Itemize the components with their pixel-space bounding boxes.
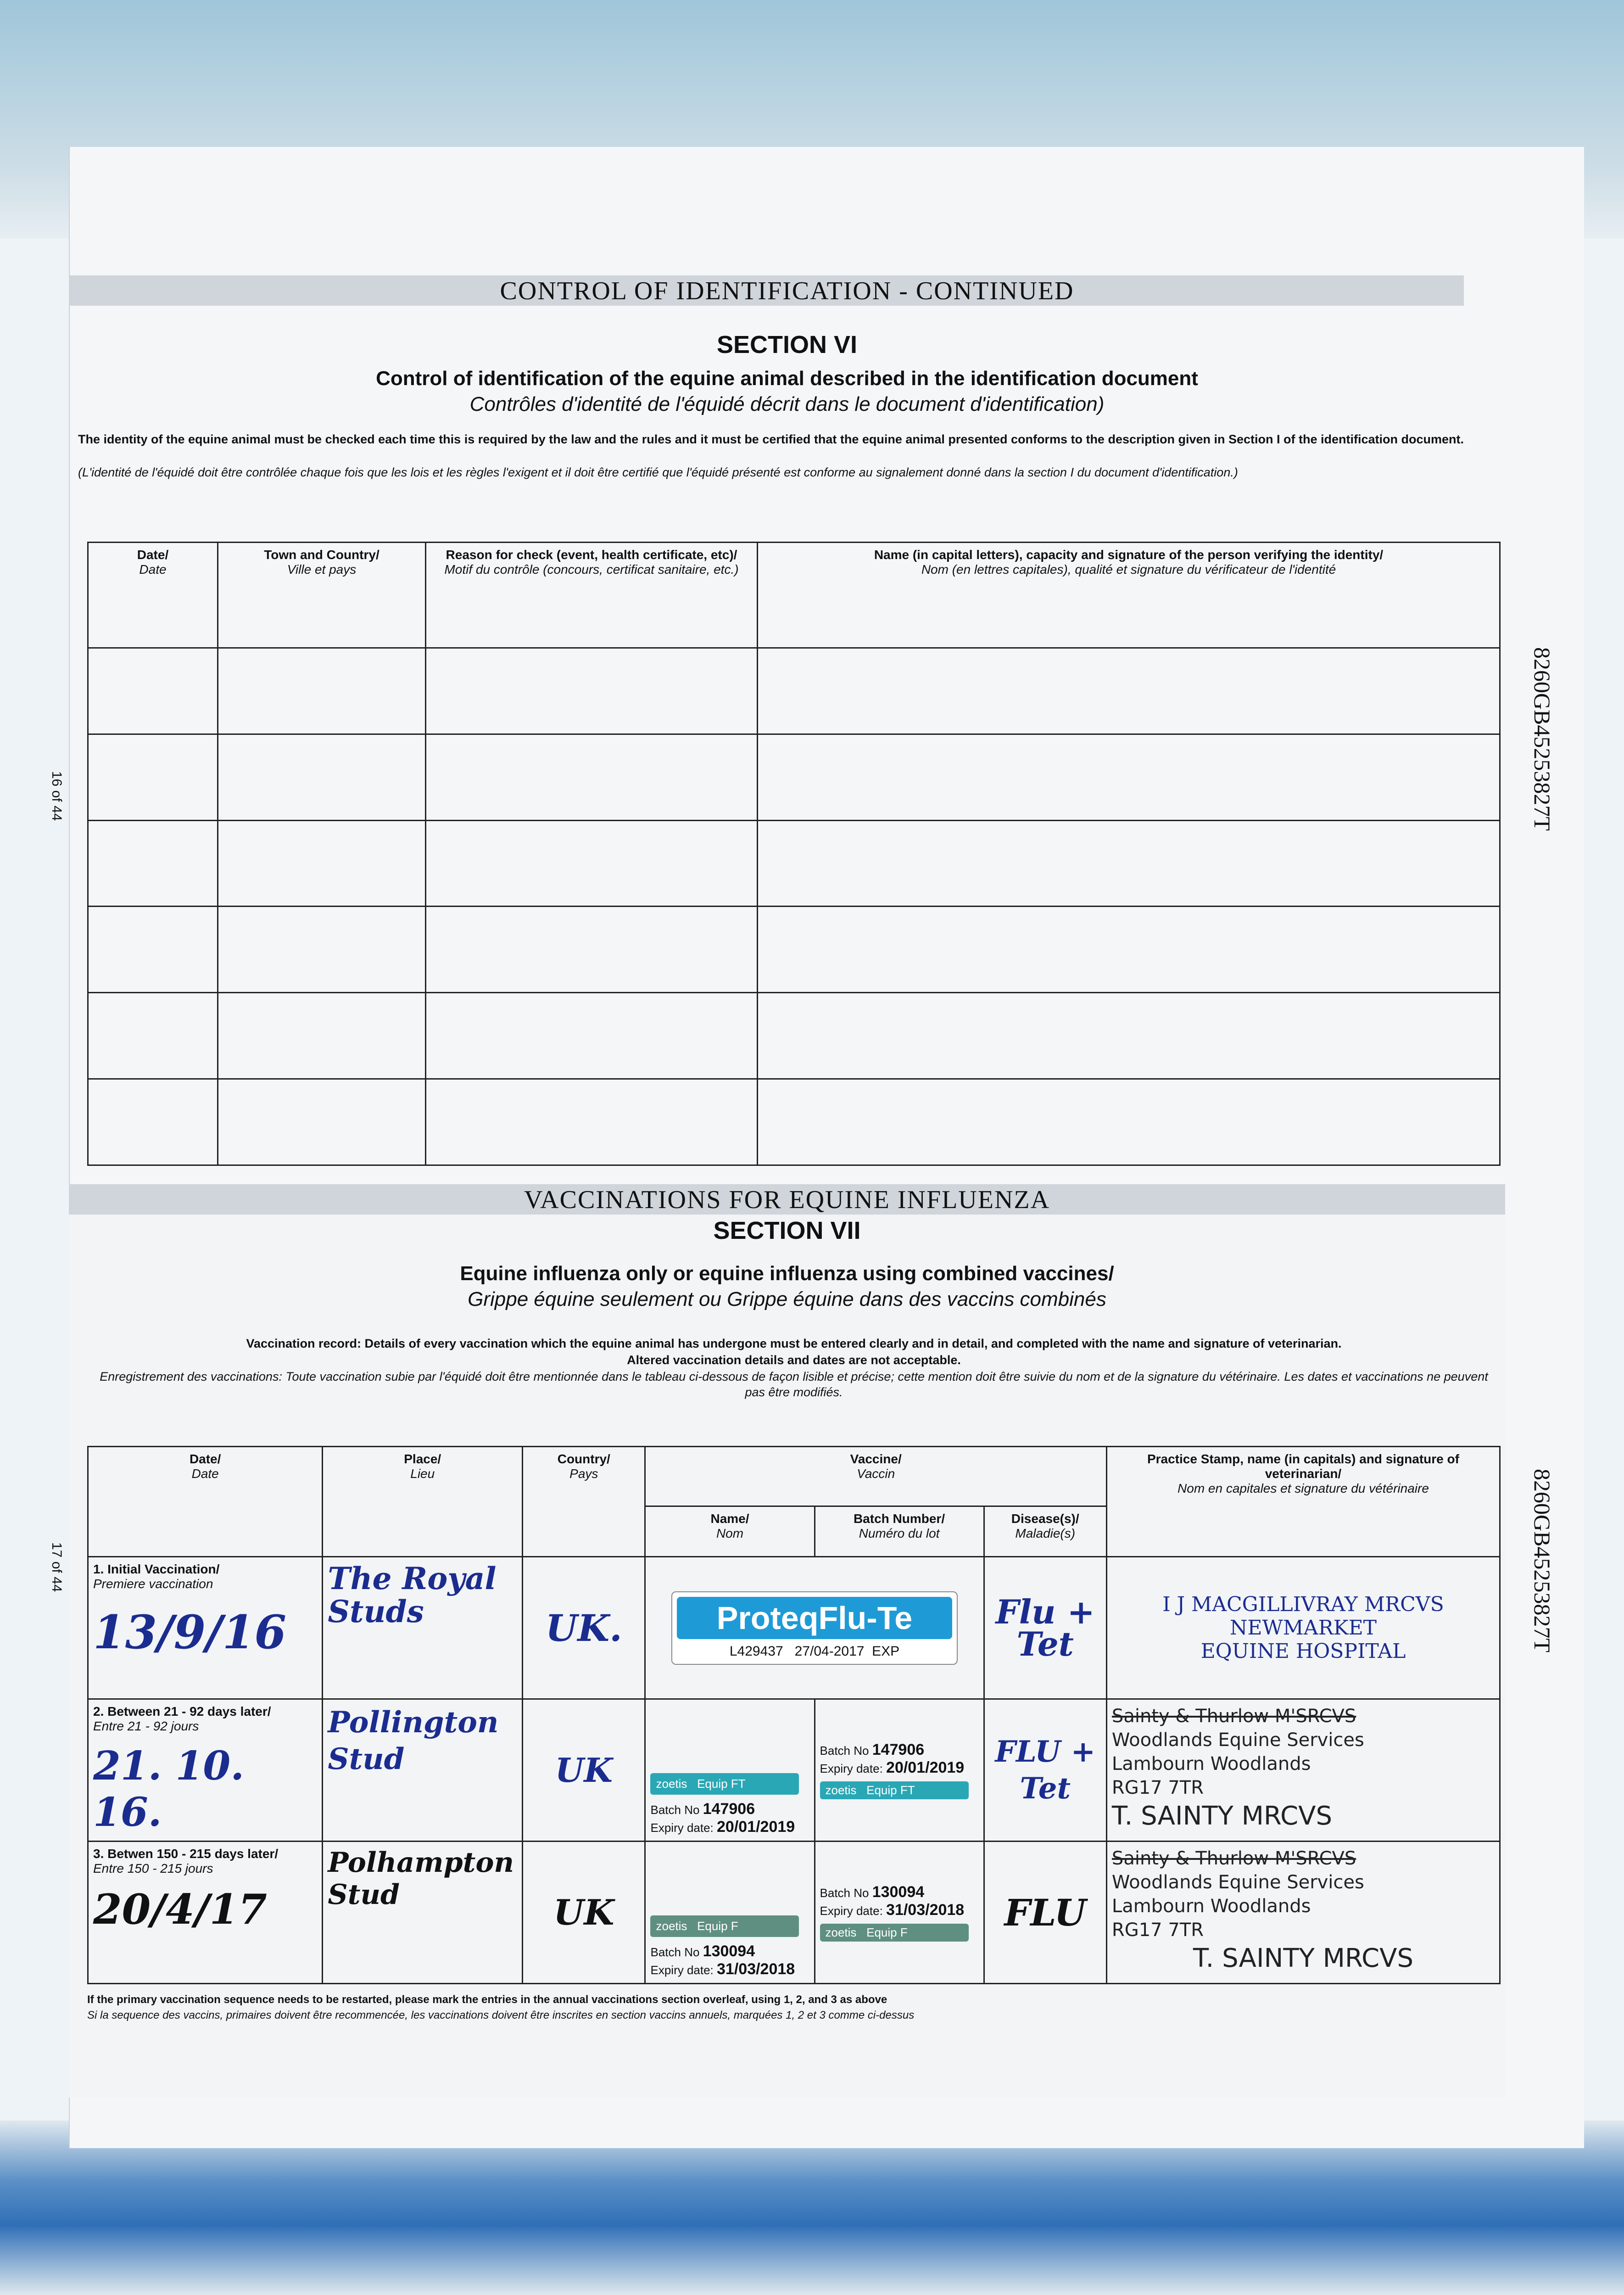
banner-title: CONTROL OF IDENTIFICATION - CONTINUED — [500, 277, 1074, 305]
stamp-line: Sainty & Thurlow M'SRCVS — [1111, 1706, 1356, 1727]
stamp-line: RG17 7TR — [1111, 1777, 1204, 1798]
footer-fr: Si la sequence des vaccins, primaires doivent être recommencée, les vaccinations doivent être inscrites en section vaccins annuels, marquées 1, 2 et 3 comme ci-dessus — [87, 2009, 915, 2021]
lot-number: L429437 — [729, 1643, 783, 1659]
col-town: Town and Country/ Ville et pays — [218, 543, 426, 648]
place-handwritten: The Royal Studs — [323, 1557, 523, 1699]
stamp-line: Woodlands Equine Services — [1111, 1872, 1364, 1893]
note-en: The identity of the equine animal must be checked each time this is required by the law and the rules and it must be certified that the equine animal presented conforms to the description given in Section I of the identification document. — [78, 432, 1464, 446]
vaccination-table — [87, 1446, 1501, 1984]
note-en: Vaccination record: Details of every vaccination which the equine animal has undergone must be entered clearly and in detail, and completed with the name and signature of veterinarian. — [246, 1337, 1342, 1350]
col-verifier: Name (in capital letters), capacity and signature of the person verifying the identity/ Nom (en lettres capitales), qualité et signature du vérificateur de l'identité — [758, 543, 1500, 648]
col-vaccine: Vaccine/ Vaccin — [645, 1447, 1106, 1506]
place-handwritten: Pollington Stud — [323, 1699, 523, 1842]
table-row: 2. Between 21 - 92 days later/ Entre 21 - 92 jours 21. 10. 16. Pollington Stud UK zoetis Equip FT Batch No 147906 Expiry date: 20/01/2019 Batch No 147906 Expiry date: 20/01/2019 zoetis Equip FT FLU + Tet Sainty & Thurlow M'SRCVS Woodlands Equine Services Lambourn Woodlands RG17 7TR T. SAINTY MRCVS — [88, 1699, 1500, 1842]
col-date: Date/ Date — [88, 543, 218, 648]
page-number-17: 17 of 44 — [49, 1542, 64, 1592]
disease-handwritten: Flu + Tet — [984, 1557, 1106, 1699]
stamp-line: EQUINE HOSPITAL — [1200, 1640, 1406, 1663]
stamp-line: I J MACGILLIVRAY MRCVS — [1162, 1593, 1444, 1616]
col-place: Place/ Lieu — [323, 1447, 523, 1557]
stamp-line: Lambourn Woodlands — [1111, 1896, 1311, 1917]
country-handwritten: UK — [523, 1842, 645, 1984]
title-en: Equine influenza only or equine influenza using combined vaccines/ — [460, 1262, 1114, 1285]
country-handwritten: UK — [523, 1699, 645, 1842]
stamp-line: Woodlands Equine Services — [1111, 1730, 1364, 1751]
batch-number: 147906 — [872, 1741, 925, 1758]
col-disease: Disease(s)/ Maladie(s) — [984, 1506, 1106, 1557]
batch-number: 130094 — [872, 1883, 925, 1901]
stamp-line: NEWMARKET — [1229, 1616, 1377, 1640]
table-row — [88, 648, 1500, 734]
note-fr: Enregistrement des vaccinations: Toute vaccination subie par l'équidé doit être mentionnée dans le tableau ci-dessous de façon lisible et précise; cette mention doit être suivie du nom et de la signature du vétérinaire. Les dates et vaccinations ne peuvent pas être modifiés. — [100, 1370, 1488, 1399]
country-handwritten: UK. — [523, 1557, 645, 1699]
side-code-17: 8260GB45253827T — [1529, 1469, 1555, 1652]
col-date: Date/ Date — [88, 1447, 323, 1557]
vaccine-label — [671, 1591, 958, 1665]
table-row: 1. Initial Vaccination/ Premiere vaccination 13/9/16 The Royal Studs UK. ProteqFlu-Te L429437 27/04-2017 EXP Flu + Tet I J MACGILLIVRAY MRCVS NEWMARKET EQUINE HOSPITAL — [88, 1557, 1500, 1699]
disease-handwritten: FLU — [984, 1842, 1106, 1984]
note-fr: (L'identité de l'équidé doit être contrôlée chaque fois que les lois et les règles l'exigent et il doit être certifié que l'équidé présenté est conforme au signalement donné dans la section I du document d'identification.) — [78, 465, 1238, 479]
table-row — [88, 820, 1500, 907]
title-fr: Contrôles d'identité de l'équidé décrit dans le document d'identification) — [469, 393, 1105, 415]
table-row — [88, 907, 1500, 993]
vaccine-label: zoetis Equip FT — [650, 1773, 799, 1795]
stamp-line: RG17 7TR — [1111, 1920, 1204, 1941]
col-country: Country/ Pays — [523, 1447, 645, 1557]
side-code-16: 8260GB45253827T — [1529, 647, 1555, 831]
footer-en: If the primary vaccination sequence needs to be restarted, please mark the entries in the annual vaccinations section overleaf, using 1, 2, and 3 as above — [87, 1993, 887, 2006]
page-17 — [69, 1184, 1505, 2098]
title-en: Control of identification of the equine animal described in the identification document — [376, 367, 1198, 390]
vaccine-brand: ProteqFlu-Te — [677, 1597, 952, 1639]
note-en-2: Altered vaccination details and dates are not acceptable. — [627, 1353, 961, 1367]
vaccine-label: zoetis Equip F — [650, 1915, 799, 1937]
vet-name: T. SAINTY MRCVS — [1111, 1801, 1332, 1831]
table-row — [88, 993, 1500, 1079]
expiry-date: 31/03/2018 — [886, 1901, 965, 1919]
stamp-line: Lambourn Woodlands — [1111, 1753, 1311, 1774]
banner-title: VACCINATIONS FOR EQUINE INFLUENZA — [524, 1186, 1050, 1214]
section-title: SECTION VII — [713, 1217, 861, 1244]
identity-check-table — [87, 542, 1501, 1166]
col-batch: Batch Number/ Numéro du lot — [815, 1506, 984, 1557]
date-handwritten: 13/9/16 — [93, 1605, 286, 1659]
table-row: 3. Betwen 150 - 215 days later/ Entre 150 - 215 jours 20/4/17 Polhampton Stud UK zoetis Equip F Batch No 130094 Expiry date: 31/03/2018 Batch No 130094 Expiry date: 31/03/2018 zoetis Equip F FLU Sainty & Thurlow M'SRCVS Woodlands Equine Services Lambourn Woodlands RG17 7TR T. SAINTY MRCVS — [88, 1842, 1500, 1984]
lot-expiry: 27/04-2017 — [794, 1643, 865, 1659]
col-practice: Practice Stamp, name (in capitals) and signature of veterinarian/ Nom en capitales et signature du vétérinaire — [1106, 1447, 1500, 1557]
title-fr: Grippe équine seulement ou Grippe équine dans des vaccins combinés — [468, 1288, 1106, 1310]
table-row — [88, 734, 1500, 820]
date-handwritten: 20/4/17 — [93, 1885, 267, 1934]
stamp-line: Sainty & Thurlow M'SRCVS — [1111, 1848, 1356, 1869]
section-title: SECTION VI — [716, 331, 858, 358]
exp-label: EXP — [872, 1643, 900, 1659]
page-number-16: 16 of 44 — [49, 771, 64, 821]
date-handwritten: 21. 10. 16. — [93, 1743, 245, 1836]
page-16 — [69, 275, 1505, 1184]
vet-name: T. SAINTY MRCVS — [1193, 1943, 1413, 1973]
expiry-date: 20/01/2019 — [886, 1759, 965, 1776]
col-reason: Reason for check (event, health certificate, etc)/ Motif du contrôle (concours, certificat sanitaire, etc.) — [426, 543, 758, 648]
disease-handwritten: FLU + Tet — [984, 1699, 1106, 1842]
table-row — [88, 1079, 1500, 1165]
col-vaccine-name: Name/ Nom — [645, 1506, 815, 1557]
place-handwritten: Polhampton Stud — [323, 1842, 523, 1984]
